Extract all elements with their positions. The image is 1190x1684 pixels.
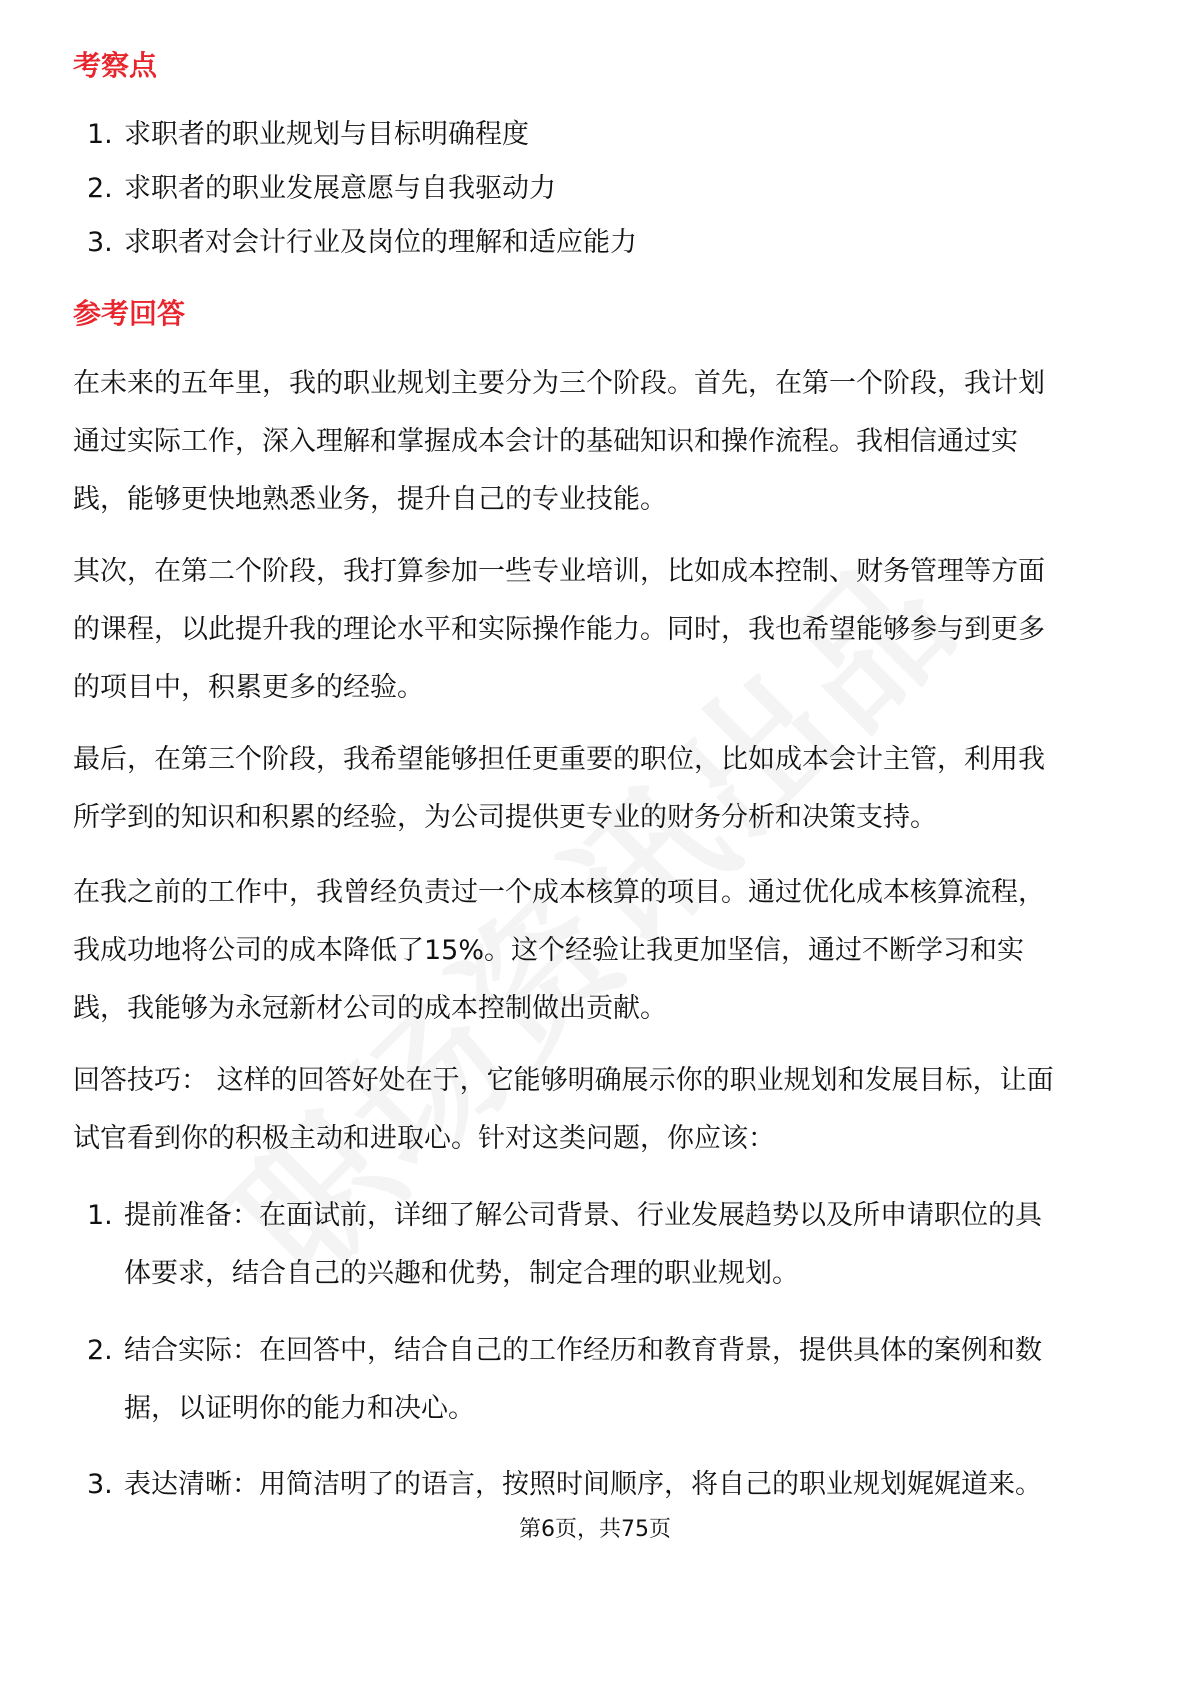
list-number: 1. <box>87 1200 113 1231</box>
paragraph-line: 的项目中，积累更多的经验。 <box>73 672 424 703</box>
list-text: 求职者对会计行业及岗位的理解和适应能力 <box>124 227 637 258</box>
paragraph-line: 的课程，以此提升我的理论水平和实际操作能力。同时，我也希望能够参与到更多 <box>73 614 1045 645</box>
list-text <box>124 1456 1124 1514</box>
list-text <box>124 1322 1124 1438</box>
paragraph-line: 试官看到你的积极主动和进取心。针对这类问题，你应该： <box>73 1123 775 1154</box>
answer-paragraph <box>73 731 1123 847</box>
tip-line: 表达清晰：用简洁明了的语言，按照时间顺序，将自己的职业规划娓娓道来。 <box>124 1469 1042 1500</box>
tip-line: 据，以证明你的能力和决心。 <box>124 1393 475 1424</box>
tip-line: 结合实际：在回答中，结合自己的工作经历和教育背景，提供具体的案例和数 <box>124 1335 1042 1366</box>
focus-heading: 考察点 <box>73 49 158 82</box>
list-number: 2. <box>87 1335 113 1366</box>
paragraph-line: 其次，在第二个阶段，我打算参加一些专业培训，比如成本控制、财务管理等方面 <box>73 556 1045 587</box>
tip-line: 提前准备：在面试前，详细了解公司背景、行业发展趋势以及所申请职位的具 <box>124 1200 1042 1231</box>
answer-paragraph <box>73 543 1123 717</box>
list-text <box>124 1187 1124 1303</box>
tip-line: 体要求，结合自己的兴趣和优势，制定合理的职业规划。 <box>124 1258 799 1289</box>
paragraph-line: 践，我能够为永冠新材公司的成本控制做出贡献。 <box>73 993 667 1024</box>
paragraph-line: 最后，在第三个阶段，我希望能够担任更重要的职位，比如成本会计主管，利用我 <box>73 744 1045 775</box>
paragraph-line: 在未来的五年里，我的职业规划主要分为三个阶段。首先，在第一个阶段，我计划 <box>73 368 1045 399</box>
list-number: 2. <box>87 173 113 204</box>
tips-paragraph <box>73 1052 1123 1168</box>
answer-heading: 参考回答 <box>73 297 186 330</box>
list-number: 1. <box>87 119 113 150</box>
paragraph-line: 通过实际工作，深入理解和掌握成本会计的基础知识和操作流程。我相信通过实 <box>73 426 1018 457</box>
answer-paragraph <box>73 355 1123 529</box>
paragraph-line: 我成功地将公司的成本降低了15%。这个经验让我更加坚信，通过不断学习和实 <box>73 935 1025 966</box>
list-number: 3. <box>87 1469 113 1500</box>
list-text: 求职者的职业规划与目标明确程度 <box>124 119 529 150</box>
paragraph-line: 所学到的知识和积累的经验，为公司提供更专业的财务分析和决策支持。 <box>73 802 937 833</box>
paragraph-line: 在我之前的工作中，我曾经负责过一个成本核算的项目。通过优化成本核算流程， <box>73 877 1045 908</box>
page-footer: 第6页，共75页 <box>519 1517 671 1542</box>
paragraph-line: 践，能够更快地熟悉业务，提升自己的专业技能。 <box>73 484 667 515</box>
list-number: 3. <box>87 227 113 258</box>
answer-paragraph <box>73 864 1123 1038</box>
list-text: 求职者的职业发展意愿与自我驱动力 <box>124 173 556 204</box>
paragraph-line: 回答技巧： 这样的回答好处在于，它能够明确展示你的职业规划和发展目标，让面 <box>73 1065 1054 1096</box>
